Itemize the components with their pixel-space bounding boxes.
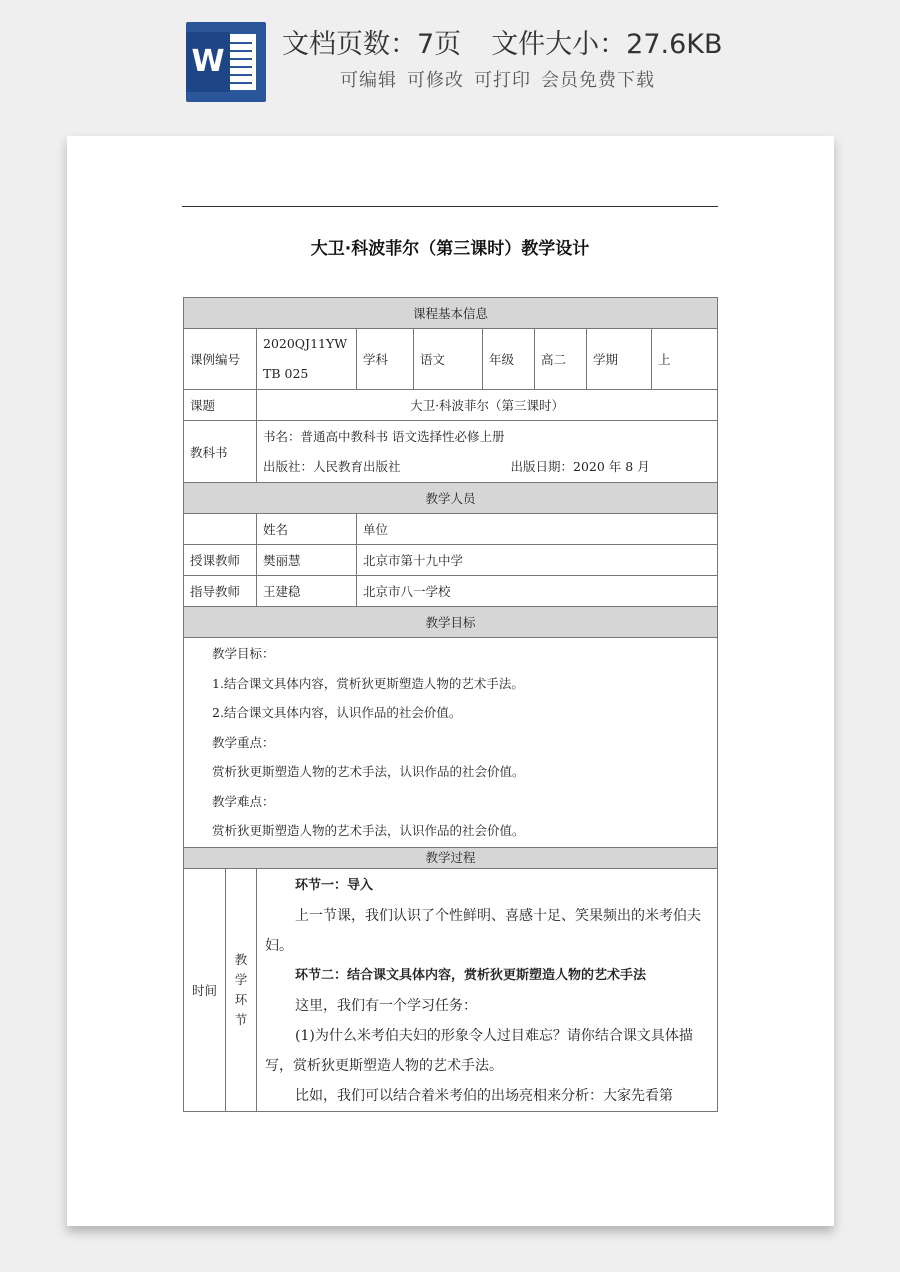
subject-value: 语文 xyxy=(414,329,483,390)
file-stats xyxy=(282,22,723,61)
task-text: (1)为什么米考伯夫妇的形象令人过目难忘？请你结合课文具体描写，赏析狄更斯塑造人物的艺术手法。 xyxy=(265,1028,693,1074)
header-rule xyxy=(182,206,718,207)
publish-date: 出版日期：2020 年 8 月 xyxy=(510,458,650,474)
page-lines xyxy=(226,34,256,90)
feature-modifiable: 可修改 xyxy=(407,70,464,91)
step-title: 环节二：结合课文具体内容，赏析狄更斯塑造人物的艺术手法 xyxy=(295,968,647,983)
feature-member-download: 会员免费下载 xyxy=(541,70,655,91)
goal-line: 教学难点： xyxy=(212,793,275,809)
staff-col-unit: 单位 xyxy=(357,514,718,545)
word-letter: W xyxy=(186,32,230,92)
book-name: 书名：普通高中教科书 语文选择性必修上册 xyxy=(263,428,505,444)
document-info-banner xyxy=(0,0,900,120)
textbook-label: 教科书 xyxy=(184,421,257,483)
section-staff: 教学人员 xyxy=(184,483,718,514)
document-title: 大卫·科波菲尔（第三课时）教学设计 xyxy=(310,239,590,259)
section-process: 教学过程 xyxy=(184,848,718,869)
goal-line: 教学重点： xyxy=(212,734,275,750)
publisher-row xyxy=(263,452,711,482)
feature-editable: 可编辑 xyxy=(340,70,397,91)
staff-name: 王建稳 xyxy=(257,576,357,607)
staff-col-name: 姓名 xyxy=(257,514,357,545)
goal-line: 赏析狄更斯塑造人物的艺术手法，认识作品的社会价值。 xyxy=(212,823,525,839)
grade-value: 高二 xyxy=(535,329,587,390)
textbook-details xyxy=(257,421,718,483)
stage-label: 教学环节 xyxy=(226,869,257,1112)
staff-name: 樊丽慧 xyxy=(257,545,357,576)
staff-unit: 北京市第十九中学 xyxy=(357,545,718,576)
staff-role: 授课教师 xyxy=(184,545,257,576)
code-value: 2020QJ11YWTB 025 xyxy=(257,329,357,390)
lesson-plan-table xyxy=(183,297,718,1112)
subject-label: 学科 xyxy=(357,329,414,390)
grade-label: 年级 xyxy=(483,329,535,390)
goal-line: 赏析狄更斯塑造人物的艺术手法，认识作品的社会价值。 xyxy=(212,764,525,780)
term-label: 学期 xyxy=(587,329,652,390)
staff-role: 指导教师 xyxy=(184,576,257,607)
process-content xyxy=(257,869,718,1112)
example-text: 比如，我们可以结合着米考伯的出场亮相来分析：大家先看第 xyxy=(295,1088,673,1104)
term-value: 上 xyxy=(652,329,718,390)
topic-label: 课题 xyxy=(184,390,257,421)
staff-unit: 北京市八一学校 xyxy=(357,576,718,607)
step-title: 环节一：导入 xyxy=(295,878,374,893)
section-course-info: 课程基本信息 xyxy=(184,298,718,329)
feature-list xyxy=(340,66,655,92)
document-page xyxy=(67,136,834,1226)
section-goals: 教学目标 xyxy=(184,607,718,638)
time-label: 时间 xyxy=(184,869,226,1112)
goal-line: 1.结合课文具体内容，赏析狄更斯塑造人物的艺术手法。 xyxy=(212,675,524,691)
topic-value: 大卫·科波菲尔（第三课时） xyxy=(257,390,718,421)
staff-corner-cell xyxy=(184,514,257,545)
feature-printable: 可打印 xyxy=(474,70,531,91)
goals-content xyxy=(184,638,718,848)
step-text: 上一节课，我们认识了个性鲜明、喜感十足、笑果频出的米考伯夫妇。 xyxy=(265,908,701,954)
goal-line: 教学目标： xyxy=(212,646,275,662)
goal-line: 2.结合课文具体内容，认识作品的社会价值。 xyxy=(212,705,462,721)
publisher: 出版社：人民教育出版社 xyxy=(263,458,401,474)
word-document-icon xyxy=(186,22,266,102)
file-size: 文件大小：27.6KB xyxy=(491,29,723,60)
page-count: 文档页数：7页 xyxy=(282,29,462,60)
step-text: 这里，我们有一个学习任务： xyxy=(295,998,477,1014)
code-label: 课例编号 xyxy=(184,329,257,390)
